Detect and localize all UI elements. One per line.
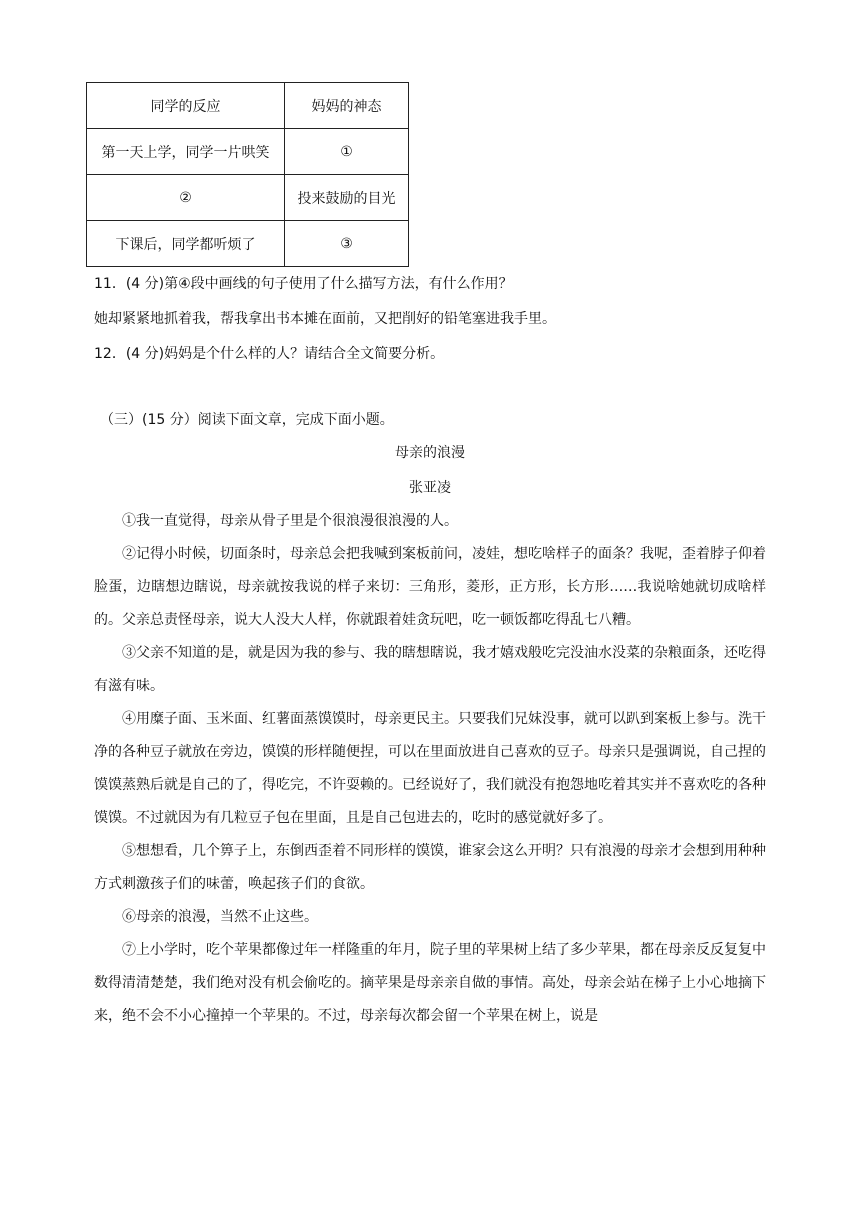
table-cell: 第一天上学，同学一片哄笑 — [87, 129, 285, 175]
table-cell: 下课后，同学都听烦了 — [87, 221, 285, 267]
article-paragraph: ③父亲不知道的是，就是因为我的参与、我的瞎想瞎说，我才嬉戏般吃完没油水没菜的杂粮面条，还吃得有滋有味。 — [94, 645, 766, 694]
table-cell: 投来鼓励的目光 — [285, 175, 409, 221]
table-row — [87, 175, 409, 221]
table-header-cell: 同学的反应 — [87, 83, 285, 129]
table-cell: ② — [87, 175, 285, 221]
table-header-cell: 妈妈的神态 — [285, 83, 409, 129]
question-11-quote: 她却紧紧地抓着我，帮我拿出书本摊在面前，又把削好的铅笔塞进我手里。 — [94, 311, 556, 327]
question-12: 12．(4 分)妈妈是个什么样的人？请结合全文简要分析。 — [94, 346, 445, 362]
article-paragraph: ④用糜子面、玉米面、红薯面蒸馍馍时，母亲更民主。只要我们兄妹没事，就可以趴到案板上参与。洗干净的各种豆子就放在旁边，馍馍的形样随便捏，可以在里面放进自己喜欢的豆子。母亲只是强调说，自己捏的馍馍蒸熟后就是自己的了，得吃完，不许耍赖的。已经说好了，我们就没有抱怨地吃着其实并不喜欢吃的各种馍馍。不过就因为有几粒豆子包在里面，且是自己包进去的，吃时的感觉就好多了。 — [94, 711, 766, 826]
article-paragraph: ⑤想想看，几个箅子上，东倒西歪着不同形样的馍馍，谁家会这么开明？只有浪漫的母亲才会想到用种种方式刺激孩子们的味蕾，唤起孩子们的食欲。 — [94, 843, 766, 892]
article-title: 母亲的浪漫 — [395, 445, 465, 461]
article-paragraph: ⑥母亲的浪漫，当然不止这些。 — [122, 909, 318, 925]
question-11: 11．(4 分)第④段中画线的句子使用了什么描写方法，有什么作用？ — [94, 276, 513, 292]
article-paragraph: ①我一直觉得，母亲从骨子里是个很浪漫很浪漫的人。 — [122, 513, 458, 529]
table-header-row — [87, 83, 409, 129]
section-intro: （三）(15 分）阅读下面文章，完成下面小题。 — [100, 412, 394, 428]
table-cell: ① — [285, 129, 409, 175]
table-row — [87, 221, 409, 267]
table-cell: ③ — [285, 221, 409, 267]
article-paragraph: ②记得小时候，切面条时，母亲总会把我喊到案板前问，凌娃，想吃啥样子的面条？我呢，歪着脖子仰着脸蛋，边瞎想边瞎说，母亲就按我说的样子来切：三角形，菱形，正方形，长方形……我说啥她就切成啥样的。父亲总责怪母亲，说大人没大人样，你就跟着娃贪玩吧，吃一顿饭都吃得乱七八糟。 — [94, 546, 766, 628]
article-body — [94, 505, 766, 1033]
article-paragraph: ⑦上小学时，吃个苹果都像过年一样隆重的年月，院子里的苹果树上结了多少苹果，都在母亲反反复复中数得清清楚楚，我们绝对没有机会偷吃的。摘苹果是母亲亲自做的事情。高处，母亲会站在梯子上小心地摘下来，绝不会不小心撞掉一个苹果的。不过，母亲每次都会留一个苹果在树上，说是 — [94, 942, 766, 1024]
table-row — [87, 129, 409, 175]
article-author: 张亚凌 — [409, 480, 451, 496]
answer-table — [86, 82, 409, 267]
